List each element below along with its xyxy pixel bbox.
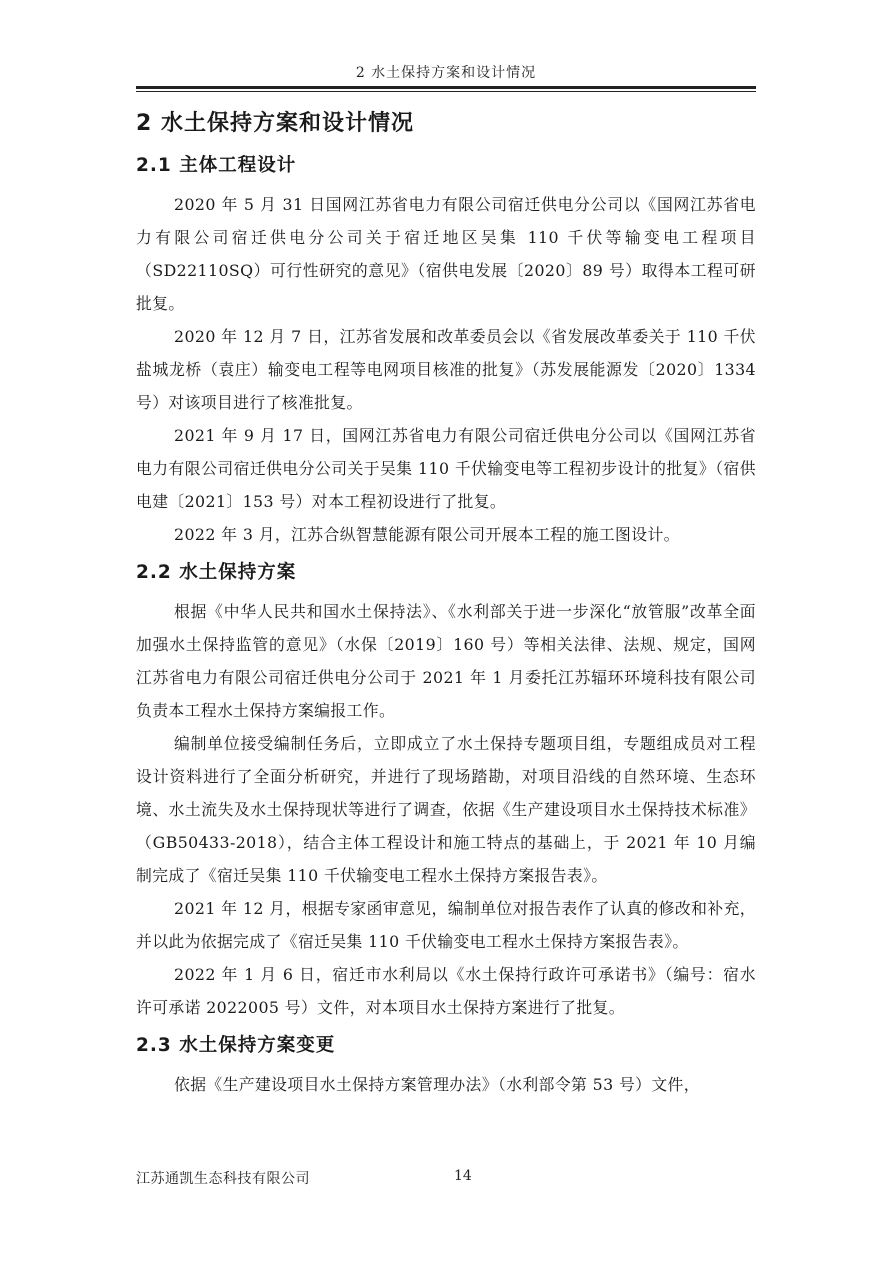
- header-rule-thick: [136, 86, 756, 89]
- paragraph: 根据《中华人民共和国水土保持法》、《水利部关于进一步深化“放管服”改革全面加强水土保持监管的意见》（水保〔2019〕160 号）等相关法律、法规、规定，国网江苏省电力有限公司宿迁供电分公司于 2021 年 1 月委托江苏辐环环境科技有限公司负责本工程水土保持方案编报工作。: [136, 602, 756, 720]
- paragraph: 2020 年 5 月 31 日国网江苏省电力有限公司宿迁供电分公司以《国网江苏省电力有限公司宿迁供电分公司关于宿迁地区吴集 110 千伏等输变电工程项目（SD22110SQ）可行性研究的意见》（宿供电发展〔2020〕89 号）取得本工程可研批复。: [136, 195, 756, 313]
- paragraph: 2022 年 1 月 6 日，宿迁市水利局以《水土保持行政许可承诺书》（编号：宿水许可承诺 2022005 号）文件，对本项目水土保持方案进行了批复。: [136, 965, 756, 1017]
- footer-company: 江苏通凯生态科技有限公司: [136, 1171, 310, 1187]
- page-number: 14: [454, 1168, 472, 1184]
- paragraph: 依据《生产建设项目水土保持方案管理办法》（水利部令第 53 号）文件，: [174, 1075, 700, 1094]
- page-body: [136, 104, 756, 1101]
- section-heading-2-1: 2.1 主体工程设计: [136, 155, 297, 176]
- section-heading-2-3: 2.3 水土保持方案变更: [136, 1035, 336, 1056]
- paragraph: 2022 年 3 月，江苏合纵智慧能源有限公司开展本工程的施工图设计。: [174, 525, 680, 544]
- section-heading-2-2: 2.2 水土保持方案: [136, 562, 297, 583]
- paragraph: 2020 年 12 月 7 日，江苏省发展和改革委员会以《省发展改革委关于 110 千伏盐城龙桥（袁庄）输变电工程等电网项目核准的批复》（苏发展能源发〔2020〕1334 号）对该项目进行了核准批复。: [136, 327, 756, 412]
- paragraph: 2021 年 12 月，根据专家函审意见，编制单位对报告表作了认真的修改和补充，并以此为依据完成了《宿迁吴集 110 千伏输变电工程水土保持方案报告表》。: [136, 899, 756, 951]
- header-rule-thin: [136, 91, 756, 92]
- paragraph: 2021 年 9 月 17 日，国网江苏省电力有限公司宿迁供电分公司以《国网江苏省电力有限公司宿迁供电分公司关于吴集 110 千伏输变电等工程初步设计的批复》（宿供电建〔2021〕153 号）对本工程初设进行了批复。: [136, 426, 756, 511]
- chapter-title: 2 水土保持方案和设计情况: [136, 111, 414, 136]
- running-header: 2 水土保持方案和设计情况: [355, 65, 537, 81]
- paragraph: 编制单位接受编制任务后，立即成立了水土保持专题项目组，专题组成员对工程设计资料进行了全面分析研究，并进行了现场踏勘，对项目沿线的自然环境、生态环境、水土流失及水土保持现状等进行了调查，依据《生产建设项目水土保持技术标准》（GB50433-2018），结合主体工程设计和施工特点的基础上，于 2021 年 10 月编制完成了《宿迁吴集 110 千伏输变电工程水土保持方案报告表》。: [136, 734, 756, 885]
